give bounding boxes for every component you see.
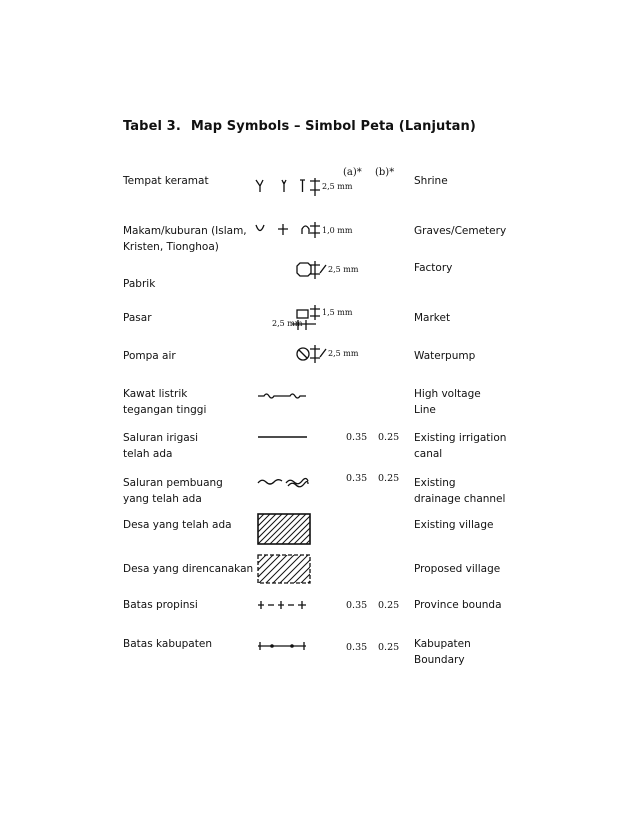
graves-symbol-icon — [250, 218, 410, 258]
table-title — [123, 119, 476, 134]
row-label-left: Batas kabupaten — [123, 638, 212, 650]
row-label-right: Waterpump — [414, 350, 476, 362]
shrine-symbol-icon — [250, 166, 410, 206]
row-label-left: Batas propinsi — [123, 599, 198, 611]
column-header-b: (b)* — [375, 167, 395, 178]
dim-label: 2,5 mm — [328, 265, 359, 274]
table-row-drainage — [0, 472, 638, 512]
existing-village-hatch-icon — [250, 512, 410, 546]
table-row-proposed-village — [0, 553, 638, 587]
dim-label: 1,0 mm — [322, 226, 353, 235]
table-row-irrigation — [0, 430, 638, 470]
row-label-left: Saluran pembuang yang telah ada — [123, 477, 223, 505]
value-a: 0.35 — [346, 432, 368, 443]
row-label-left: Pompa air — [123, 350, 176, 362]
drainage-channel-icon — [250, 472, 410, 512]
table-row-waterpump — [0, 342, 638, 382]
proposed-village-hatch-icon — [250, 553, 410, 587]
table-row-high-voltage — [0, 386, 638, 426]
row-label-left: Pasar — [123, 312, 152, 324]
table-row-factory — [0, 258, 638, 298]
value-b: 0.25 — [378, 473, 400, 484]
row-label-right: Shrine — [414, 175, 448, 187]
factory-symbol-icon — [250, 258, 410, 298]
province-boundary-icon — [250, 596, 410, 626]
table-row-province-boundary — [0, 596, 638, 626]
row-label-right: Existing irrigation canal — [414, 432, 507, 460]
dim-label: 2,5 mm — [328, 349, 359, 358]
high-voltage-line-icon — [250, 386, 410, 426]
irrigation-canal-icon — [250, 430, 410, 470]
row-label-right: Graves/Cemetery — [414, 225, 507, 237]
row-label-right: High voltage Line — [414, 388, 481, 416]
row-label-right: Province bounda — [414, 599, 502, 611]
column-header-a: (a)* — [343, 167, 362, 178]
dim-label: 2,5 mm — [322, 182, 353, 191]
row-label-left: Desa yang direncanakan — [123, 563, 254, 575]
kabupaten-boundary-icon — [250, 634, 410, 670]
dim-label: 2,5 mm — [272, 319, 303, 328]
row-label-right: Existing drainage channel — [414, 477, 506, 505]
waterpump-symbol-icon — [250, 342, 410, 382]
row-label-left: Saluran irigasi telah ada — [123, 432, 199, 460]
value-a: 0.35 — [346, 473, 368, 484]
row-label-right: Market — [414, 312, 451, 324]
row-label-right: Kabupaten Boundary — [414, 638, 471, 666]
value-a: 0.35 — [346, 600, 368, 611]
row-label-left: Kawat listrik tegangan tinggi — [123, 388, 207, 416]
row-label-right: Factory — [414, 262, 453, 274]
row-label-left: Makam/kuburan (Islam, Kristen, Tionghoa) — [123, 225, 247, 253]
row-label-right: Proposed village — [414, 563, 501, 575]
row-label-left: Tempat keramat — [123, 175, 209, 187]
table-number: Tabel 3. — [123, 119, 181, 134]
table-row-shrine — [0, 166, 638, 206]
market-symbol-icon — [250, 300, 410, 340]
value-a: 0.35 — [346, 642, 368, 653]
table-row-market — [0, 300, 638, 340]
table-row-kabupaten-boundary — [0, 634, 638, 670]
row-label-right: Existing village — [414, 519, 494, 531]
row-label-left: Pabrik — [123, 278, 156, 290]
table-title-text: Map Symbols – Simbol Peta (Lanjutan) — [190, 119, 476, 134]
row-label-left: Desa yang telah ada — [123, 519, 232, 531]
table-row-graves — [0, 218, 638, 258]
dim-label: 1,5 mm — [322, 308, 353, 317]
value-b: 0.25 — [378, 432, 400, 443]
table-row-existing-village — [0, 512, 638, 546]
value-b: 0.25 — [378, 642, 400, 653]
value-b: 0.25 — [378, 600, 400, 611]
